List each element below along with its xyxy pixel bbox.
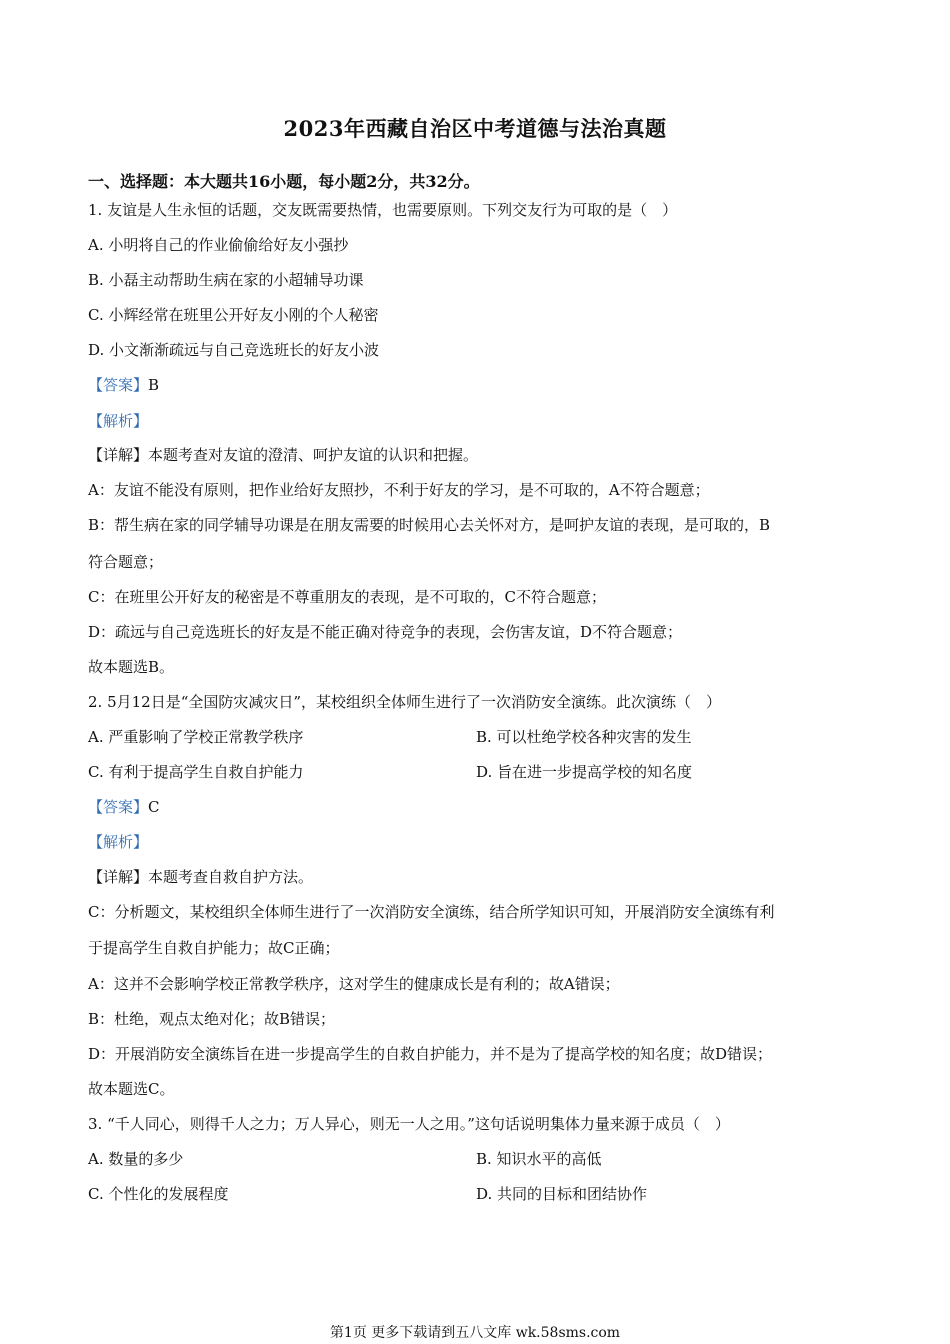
question-3-option-a: A. 数量的多少 <box>88 1150 184 1168</box>
question-1-explanation-b: B：帮生病在家的同学辅导功课是在朋友需要的时候用心去关怀对方，是呵护友谊的表现，是可取的，B <box>88 516 771 534</box>
question-1-stem: 1. 友谊是人生永恒的话题，交友既需要热情，也需要原则。下列交友行为可取的是（ ） <box>88 201 678 219</box>
question-3-option-c: C. 个性化的发展程度 <box>88 1185 229 1203</box>
question-2-option-b: B. 可以杜绝学校各种灾害的发生 <box>476 728 692 746</box>
question-1-explanation-b-cont: 符合题意； <box>88 553 164 571</box>
question-2-explanation-b: B：杜绝，观点太绝对化；故B错误； <box>88 1010 336 1028</box>
question-1-explanation-a: A：友谊不能没有原则，把作业给好友照抄，不利于好友的学习，是不可取的，A不符合题意； <box>88 481 710 499</box>
question-1-option-b: B. 小磊主动帮助生病在家的小超辅导功课 <box>88 271 364 289</box>
question-2-explanation-c-cont: 于提高学生自救自护能力；故C正确； <box>88 939 340 957</box>
question-2-options-row-2 <box>88 762 890 782</box>
question-2-explanation-c: C：分析题文，某校组织全体师生进行了一次消防安全演练，结合所学知识可知，开展消防安全演练有利 <box>88 903 775 921</box>
answer-value: C <box>148 798 160 816</box>
question-3-options-row-2 <box>88 1184 890 1204</box>
question-1-detail: 【详解】本题考查对友谊的澄清、呵护友谊的认识和把握。 <box>88 446 479 464</box>
page-title: 2023年西藏自治区中考道德与法治真题 <box>283 116 667 141</box>
question-2-detail: 【详解】本题考查自救自护方法。 <box>88 868 314 886</box>
question-2-explanation-a: A：这并不会影响学校正常教学秩序，这对学生的健康成长是有利的；故A错误； <box>88 975 620 993</box>
question-2-options-row-1 <box>88 727 890 747</box>
question-2-option-c: C. 有利于提高学生自救自护能力 <box>88 763 304 781</box>
question-1-explanation-d: D：疏远与自己竞选班长的好友是不能正确对待竞争的表现，会伤害友谊，D不符合题意； <box>88 623 683 641</box>
question-1-option-a: A. 小明将自己的作业偷偷给好友小强抄 <box>88 236 349 254</box>
question-2-conclusion: 故本题选C。 <box>88 1080 175 1098</box>
question-1-analysis-tag: 【解析】 <box>88 412 149 430</box>
question-3-option-b: B. 知识水平的高低 <box>476 1150 602 1168</box>
question-2-explanation-d: D：开展消防安全演练旨在进一步提高学生的自救自护能力，并不是为了提高学校的知名度；故D错误； <box>88 1045 773 1063</box>
question-2-option-d: D. 旨在进一步提高学校的知名度 <box>476 763 693 781</box>
question-3-options-row-1 <box>88 1149 890 1169</box>
page-footer: 第1页 更多下载请到五八文库 wk.58sms.com <box>329 1325 621 1341</box>
question-3-option-d: D. 共同的目标和团结协作 <box>476 1185 648 1203</box>
question-1-option-c: C. 小辉经常在班里公开好友小刚的个人秘密 <box>88 306 379 324</box>
section-heading: 一、选择题：本大题共16小题，每小题2分，共32分。 <box>88 172 480 191</box>
question-2-answer <box>88 797 890 817</box>
answer-tag: 【答案】 <box>88 376 149 394</box>
answer-value: B <box>148 376 160 394</box>
question-1-conclusion: 故本题选B。 <box>88 658 175 676</box>
question-1-explanation-c: C：在班里公开好友的秘密是不尊重朋友的表现，是不可取的，C不符合题意； <box>88 588 606 606</box>
answer-tag: 【答案】 <box>88 798 149 816</box>
question-3-stem: 3. “千人同心，则得千人之力；万人异心，则无一人之用。”这句话说明集体力量来源于成员（ ） <box>88 1115 730 1133</box>
question-2-stem: 2. 5月12日是“全国防灾减灾日”，某校组织全体师生进行了一次消防安全演练。此次演练（ ） <box>88 693 722 711</box>
question-1-option-d: D. 小文渐渐疏远与自己竞选班长的好友小波 <box>88 341 380 359</box>
question-2-analysis-tag: 【解析】 <box>88 833 149 851</box>
question-2-option-a: A. 严重影响了学校正常教学秩序 <box>88 728 304 746</box>
question-1-answer <box>88 375 890 395</box>
